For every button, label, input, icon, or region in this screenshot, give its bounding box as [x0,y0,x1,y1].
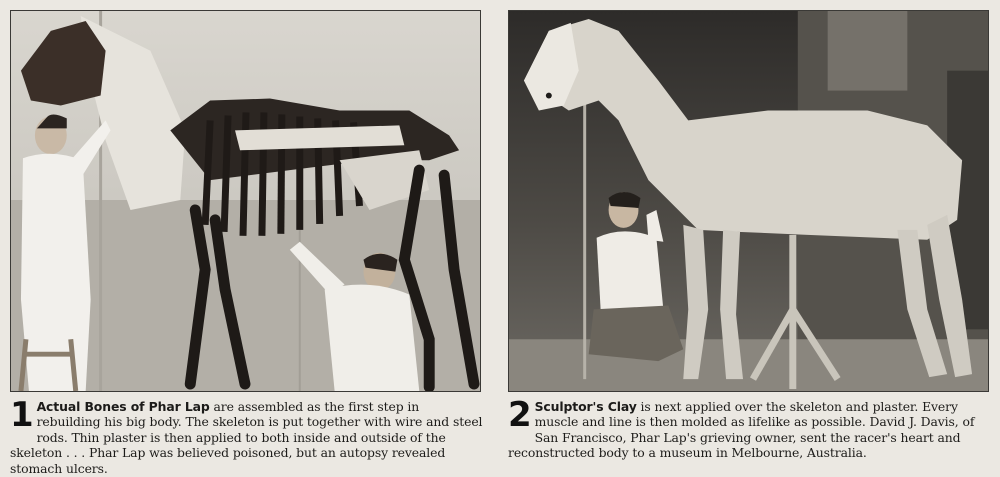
photo-skeleton-assembly [10,10,481,392]
caption-panel-1 [10,395,485,476]
caption-body: are assembled as the first step in rebuilding his big body. The skeleton is put together with wire and steel rods. Thin plaster is then applied to both inside and outside of the skeleton . . . Phar Lap was believed poisoned, but an autopsy revealed stomach ulcers. [10,399,483,476]
caption-lead: Sculptor's Clay [534,399,637,414]
caption-lead: Actual Bones of Phar Lap [36,399,210,414]
photo-clay-sculpture [508,10,989,392]
step-number: 1 [10,395,34,435]
caption-body: is next applied over the skeleton and plaster. Every muscle and line is then molded as lifelike as possible. David J. Davis, of San Francisco, Phar Lap's grieving owner, sent the racer's heart and reconstructed body to a museum in Melbourne, Australia. [508,399,975,461]
caption-panel-2 [508,395,992,461]
step-number: 2 [508,395,532,435]
